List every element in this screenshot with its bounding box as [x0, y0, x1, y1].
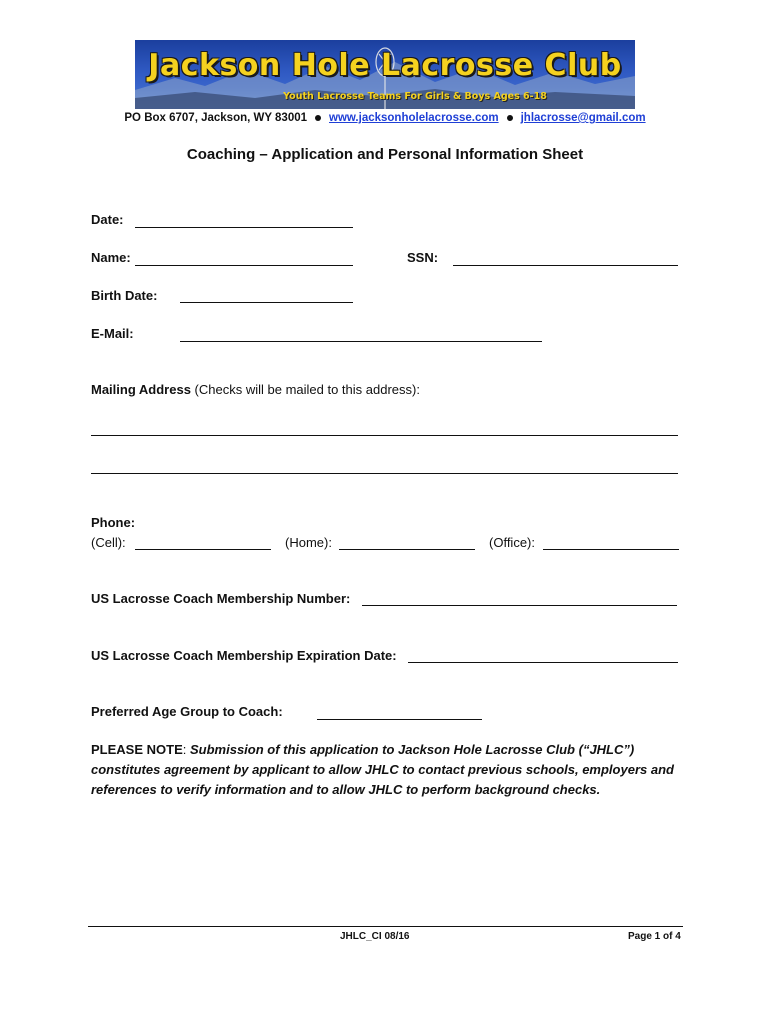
footer-divider [88, 926, 683, 927]
office-phone-field[interactable] [543, 549, 679, 550]
please-note-text: Submission of this application to Jackson Hole Lacrosse Club (“JHLC”) constitutes agreement by applicant to allow JHLC to contact previous schools, employers and references to verify information and to allow JHLC to perform background checks. [91, 742, 674, 797]
name-label: Name: [91, 250, 131, 265]
page-number: Page 1 of 4 [628, 931, 681, 942]
name-field[interactable] [135, 265, 353, 266]
mailing-address-heading [91, 382, 420, 397]
membership-number-label: US Lacrosse Coach Membership Number: [91, 591, 351, 606]
please-note-paragraph [91, 740, 691, 800]
birth-date-field[interactable] [180, 302, 353, 303]
club-tagline: Youth Lacrosse Teams For Girls & Boys Ages 6-18 [283, 91, 547, 102]
mailing-address-line-1[interactable] [91, 435, 678, 436]
membership-expiration-field[interactable] [408, 662, 678, 663]
home-label: (Home): [285, 535, 332, 550]
membership-number-field[interactable] [362, 605, 677, 606]
cell-phone-field[interactable] [135, 549, 271, 550]
ssn-field[interactable] [453, 265, 678, 266]
email-label: E-Mail: [91, 326, 134, 341]
office-label: (Office): [489, 535, 535, 550]
phone-label: Phone: [91, 515, 136, 530]
birth-date-label: Birth Date: [91, 288, 158, 303]
contact-line [0, 112, 770, 124]
postal-address: PO Box 6707, Jackson, WY 83001 [124, 112, 308, 124]
membership-expiration-label: US Lacrosse Coach Membership Expiration Date: [91, 648, 397, 663]
mailing-address-line-2[interactable] [91, 473, 678, 474]
cell-label: (Cell): [91, 535, 126, 550]
page-title: Coaching – Application and Personal Information Sheet [186, 146, 584, 163]
bullet-icon [507, 115, 513, 121]
age-group-label: Preferred Age Group to Coach: [91, 704, 283, 719]
home-phone-field[interactable] [339, 549, 475, 550]
club-banner-logo [135, 40, 635, 109]
email-link[interactable]: jhlacrosse@gmail.com [520, 112, 646, 124]
please-note-prefix: PLEASE NOTE [91, 742, 183, 757]
ssn-label: SSN: [407, 250, 439, 265]
age-group-field[interactable] [317, 719, 482, 720]
mailing-address-note: (Checks will be mailed to this address): [190, 382, 420, 397]
date-label: Date: [91, 212, 124, 227]
email-field[interactable] [180, 341, 542, 342]
website-link[interactable]: www.jacksonholelacrosse.com [329, 112, 499, 124]
form-code: JHLC_CI 08/16 [340, 931, 410, 942]
mailing-address-label: Mailing Address [91, 382, 191, 397]
please-note-colon: : [182, 742, 190, 757]
bullet-icon [315, 115, 321, 121]
date-field[interactable] [135, 227, 353, 228]
club-name-logo-text: Jackson Hole Lacrosse Club [148, 48, 622, 83]
